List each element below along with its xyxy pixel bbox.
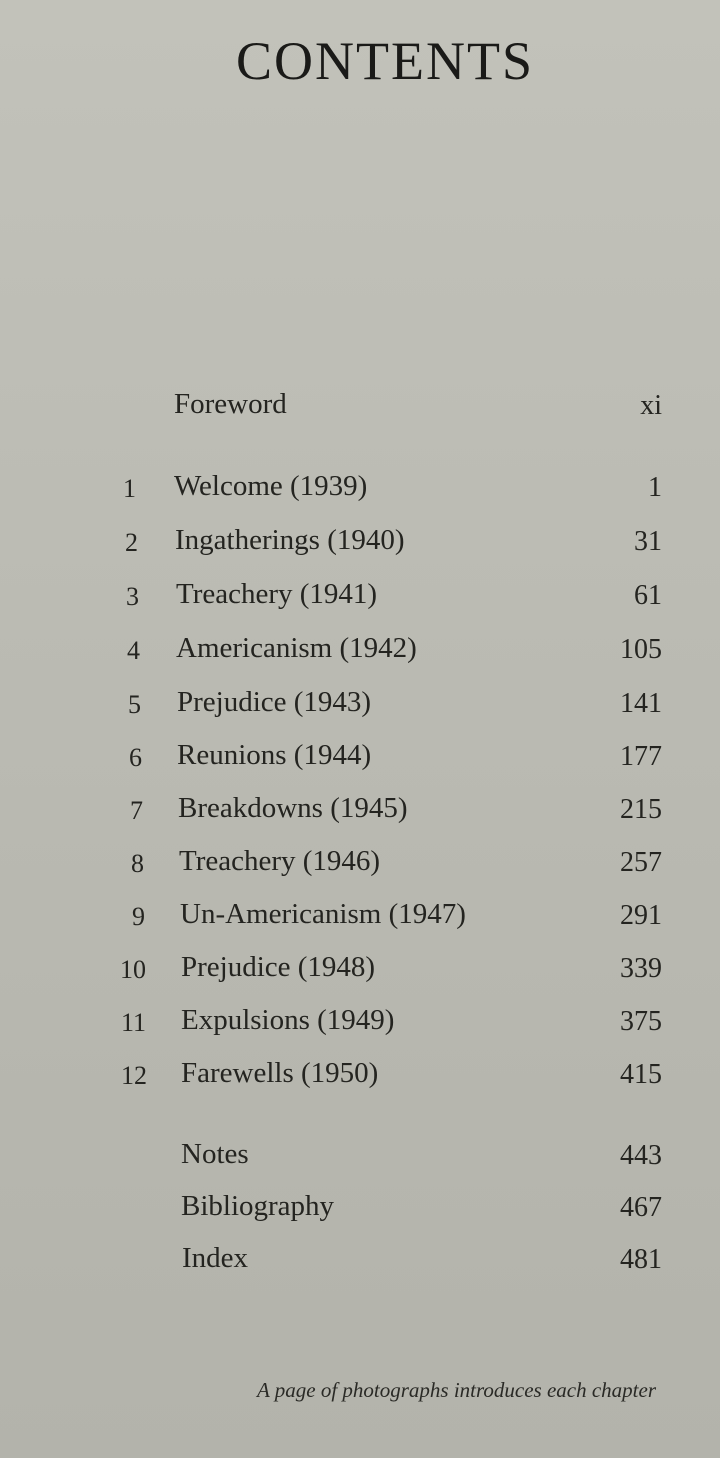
chapter-title: Ingatherings (1940)	[175, 524, 405, 556]
chapter-number: 2	[125, 528, 138, 557]
toc-entry-page: 467	[620, 1192, 662, 1223]
chapter-number: 9	[132, 902, 145, 931]
toc-chapter-entry	[0, 524, 720, 564]
chapter-page: 257	[620, 847, 662, 878]
chapter-title: Welcome (1939)	[174, 470, 368, 502]
chapter-number: 8	[131, 849, 144, 878]
chapter-number: 5	[128, 690, 141, 719]
toc-chapter-entry	[0, 845, 720, 885]
chapter-page: 291	[620, 900, 662, 931]
chapter-title: Prejudice (1943)	[177, 686, 372, 718]
toc-entry-label: Foreword	[174, 388, 287, 420]
chapter-page: 375	[620, 1006, 662, 1037]
toc-chapter-entry	[0, 1004, 720, 1044]
chapter-page: 415	[620, 1059, 662, 1090]
chapter-page: 141	[620, 688, 662, 719]
toc-chapter-entry	[0, 1057, 720, 1097]
chapter-title: Breakdowns (1945)	[178, 792, 408, 824]
toc-entry-foreword	[0, 388, 720, 428]
chapter-title: Expulsions (1949)	[181, 1004, 395, 1036]
toc-entry-label: Notes	[181, 1138, 249, 1170]
chapter-number: 3	[126, 582, 139, 611]
chapter-title: Un-Americanism (1947)	[180, 898, 466, 930]
toc-entry-page: 443	[620, 1140, 662, 1171]
footer-note: A page of photographs introduces each chapter	[257, 1378, 656, 1402]
toc-entry-notes	[0, 1138, 720, 1178]
toc-chapter-entry	[0, 632, 720, 672]
toc-chapter-entry	[0, 792, 720, 832]
chapter-number: 6	[129, 743, 142, 772]
toc-chapter-entry	[0, 898, 720, 938]
chapter-title: Treachery (1946)	[179, 845, 381, 877]
toc-entry-index	[0, 1242, 720, 1282]
chapter-page: 215	[620, 794, 662, 825]
chapter-number: 11	[120, 1008, 146, 1037]
chapter-page: 31	[634, 526, 662, 557]
page-title: CONTENTS	[236, 31, 534, 91]
chapter-title: Farewells (1950)	[181, 1057, 379, 1089]
chapter-title: Prejudice (1948)	[181, 951, 376, 983]
toc-entry-label: Index	[182, 1242, 249, 1274]
toc-entry-page: 481	[620, 1244, 662, 1275]
toc-chapter-entry	[0, 686, 720, 726]
chapter-page: 177	[620, 741, 662, 772]
chapter-title: Reunions (1944)	[177, 739, 372, 771]
chapter-number: 7	[130, 796, 143, 825]
toc-entry-page: xi	[640, 390, 662, 421]
chapter-number: 4	[127, 636, 140, 665]
chapter-page: 105	[620, 634, 662, 665]
chapter-number: 1	[123, 474, 136, 503]
toc-entry-label: Bibliography	[181, 1190, 335, 1222]
chapter-page: 1	[648, 472, 662, 503]
chapter-number: 12	[121, 1061, 147, 1090]
toc-chapter-entry	[0, 951, 720, 991]
chapter-title: Americanism (1942)	[176, 632, 417, 664]
toc-chapter-entry	[0, 578, 720, 618]
chapter-number: 10	[120, 955, 146, 984]
chapter-page: 339	[620, 953, 662, 984]
toc-entry-bibliography	[0, 1190, 720, 1230]
chapter-page: 61	[634, 580, 662, 611]
toc-chapter-entry	[0, 739, 720, 779]
toc-chapter-entry	[0, 470, 720, 510]
chapter-title: Treachery (1941)	[176, 578, 378, 610]
